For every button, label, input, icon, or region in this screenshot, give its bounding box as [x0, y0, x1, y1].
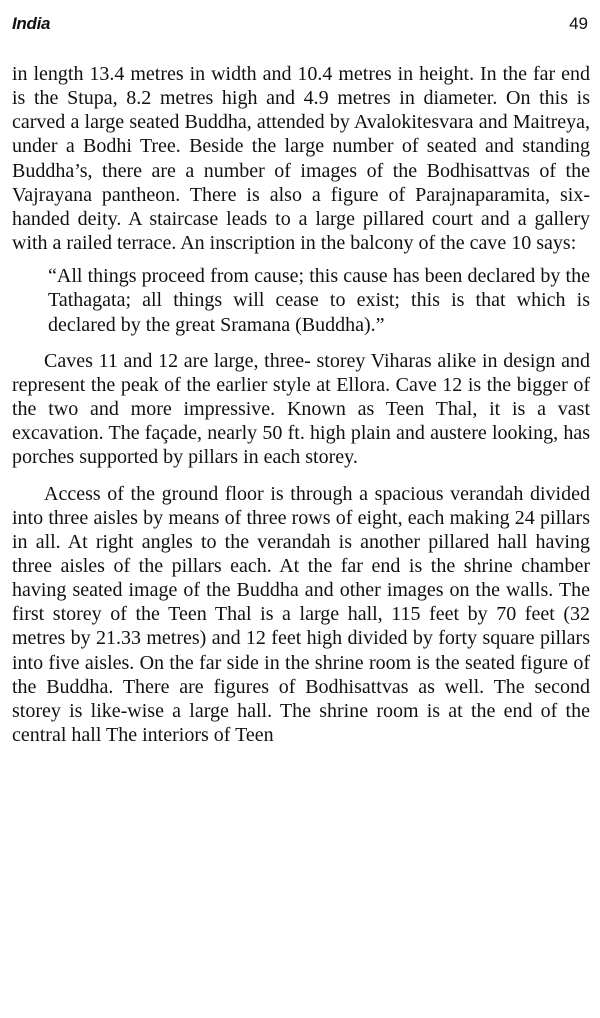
- running-header: [12, 14, 588, 40]
- body-text: [12, 62, 590, 747]
- section-title: India: [12, 14, 51, 33]
- paragraph-1: in length 13.4 metres in width and 10.4 metres in height. In the far end is the Stupa, 8.2 metres high and 4.9 metres in diameter. On this is carved a large seated Buddha, attended by Avalokitesvara and Maitreya, under a Bodhi Tree. Beside the large number of seated and standing Buddha’s, there are a number of images of the Bodhisattvas of the Vajrayana pantheon. There is also a figure of Parajnaparamita, six-handed deity. A staircase leads to a large pillared court and a gallery with a railed terrace. An inscription in the balcony of the cave 10 says:: [12, 63, 590, 255]
- paragraph-3: Access of the ground floor is through a spacious verandah divided into three aisles by means of three rows of eight, each making 24 pillars in all. At right angles to the verandah is another pillared hall having three aisles of the pillars each. At the far end is the shrine chamber having seated image of the Buddha and other images on the walls. The first storey of the Teen Thal is a large hall, 115 feet by 70 feet (32 metres by 21.33 metres) and 12 feet high divided by forty square pillars into five aisles. On the far side in the shrine room is the seated figure of the Buddha. There are figures of Bodhisattvas as well. The second storey is like-wise a large hall. The shrine room is at the end of the central hall The interiors of Teen: [12, 482, 590, 747]
- block-quote: “All things proceed from cause; this cause has been declared by the Tathagata; all things will cease to exist; this is that which is declared by the great Sramana (Buddha).”: [48, 265, 590, 336]
- paragraph-2: Caves 11 and 12 are large, three- storey Viharas alike in design and represent the peak of the earlier style at Ellora. Cave 12 is the bigger of the two and more impressive. Known as Teen Thal, it is a vast excavation. The façade, nearly 50 ft. high plain and austere looking, has porches supported by pillars in each storey.: [12, 349, 590, 469]
- page-number: 49: [569, 14, 588, 33]
